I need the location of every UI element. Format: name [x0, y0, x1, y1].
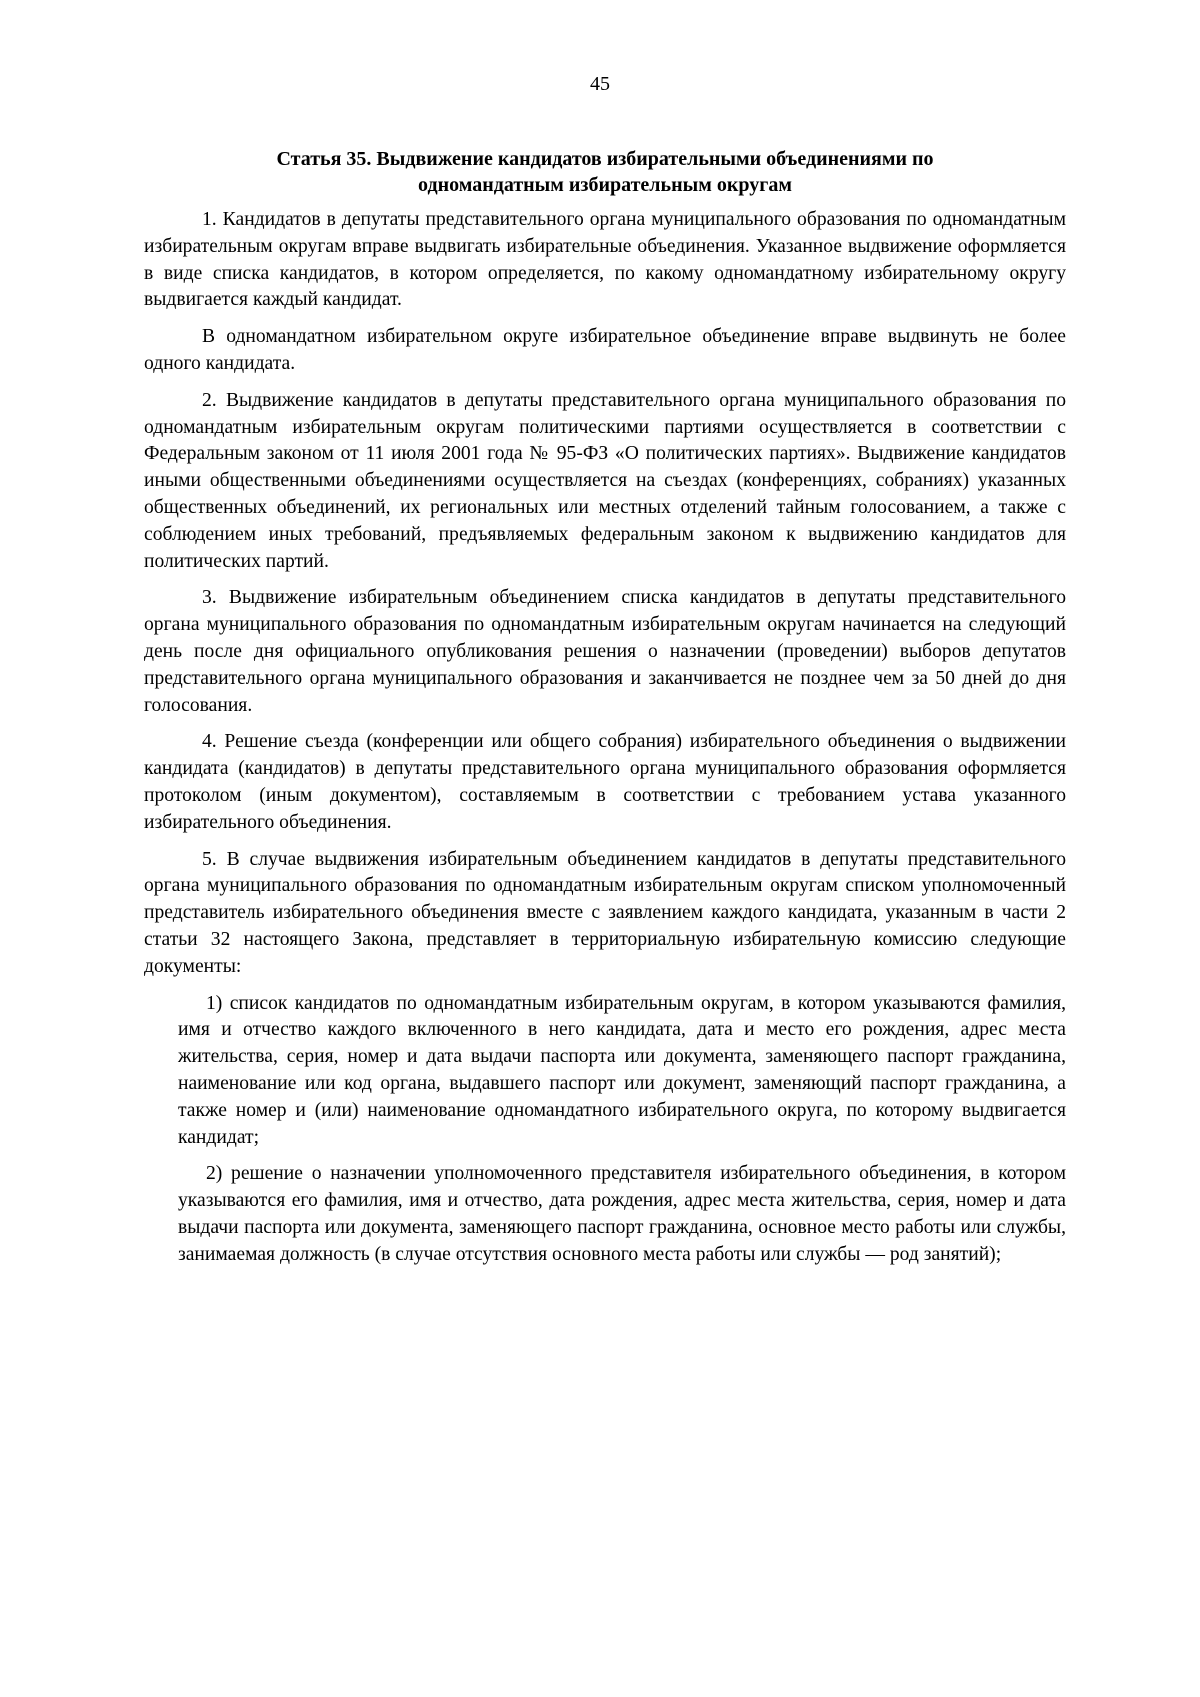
article-title-line-2: одномандатным избирательным округам — [418, 174, 792, 196]
paragraph-4: 4. Решение съезда (конференции или общего собрания) избирательного объединения о выдвижении кандидата (кандидатов) в депутаты представительного органа муниципального образования оформляется протоколом (иным документом), составляемым в соответствии с требованием устава указанного избирательного объединения. — [144, 731, 1066, 833]
article-title — [144, 146, 1066, 198]
list-item-2: 2) решение о назначении уполномоченного представителя избирательного объединения, в котором указываются его фамилия, имя и отчество, дата рождения, адрес места жительства, серия, номер и дата выдачи паспорта или документа, заменяющего паспорт гражданина, основное место работы или службы, занимаемая должность (в случае отсутствия основного места работы или службы — род занятий); — [178, 1163, 1066, 1265]
list-item-1: 1) список кандидатов по одномандатным избирательным округам, в котором указываются фамилия, имя и отчество каждого включенного в него кандидата, дата и место его рождения, адрес места жительства, серия, номер и дата выдачи паспорта или документа, заменяющего паспорт гражданина, наименование или код органа, выдавшего паспорт или документ, заменяющий паспорт гражданина, а также номер и (или) наименование одномандатного избирательного округа, по которому выдвигается кандидат; — [178, 992, 1066, 1148]
paragraph-1-continued: В одномандатном избирательном округе избирательное объединение вправе выдвинуть не более одного кандидата. — [144, 326, 1066, 374]
document-body — [144, 146, 1066, 1278]
article-title-line-1: Статья 35. Выдвижение кандидатов избирательными объединениями по — [276, 148, 934, 170]
paragraph-3: 3. Выдвижение избирательным объединением списка кандидатов в депутаты представительного органа муниципального образования по одномандатным избирательным округам начинается на следующий день после дня официального опубликования решения о назначении (проведении) выборов депутатов представительного органа муниципального образования и заканчивается не позднее чем за 50 дней до дня голосования. — [144, 587, 1066, 716]
paragraph-5: 5. В случае выдвижения избирательным объединением кандидатов в депутаты представительного органа муниципального образования по одномандатным избирательным округам списком уполномоченный представитель избирательного объединения вместе с заявлением каждого кандидата, указанным в части 2 статьи 32 настоящего Закона, представляет в территориальную избирательную комиссию следующие документы: — [144, 848, 1066, 977]
paragraph-2: 2. Выдвижение кандидатов в депутаты представительного органа муниципального образования по одномандатным избирательным округам политическими партиями осуществляется в соответствии с Федеральным законом от 11 июля 2001 года № 95-ФЗ «О политических партиях». Выдвижение кандидатов иными общественными объединениями осуществляется на съездах (конференциях, собраниях) указанных общественных объединений, их региональных или местных отделений тайным голосованием, а также с соблюдением иных требований, предъявляемых федеральным законом к выдвижению кандидатов для политических партий. — [144, 389, 1066, 572]
paragraph-1: 1. Кандидатов в депутаты представительного органа муниципального образования по одномандатным избирательным округам вправе выдвигать избирательные объединения. Указанное выдвижение оформляется в виде списка кандидатов, в котором определяется, по какому одномандатному избирательному округу выдвигается каждый кандидат. — [144, 209, 1066, 311]
page-number: 45 — [590, 73, 610, 95]
